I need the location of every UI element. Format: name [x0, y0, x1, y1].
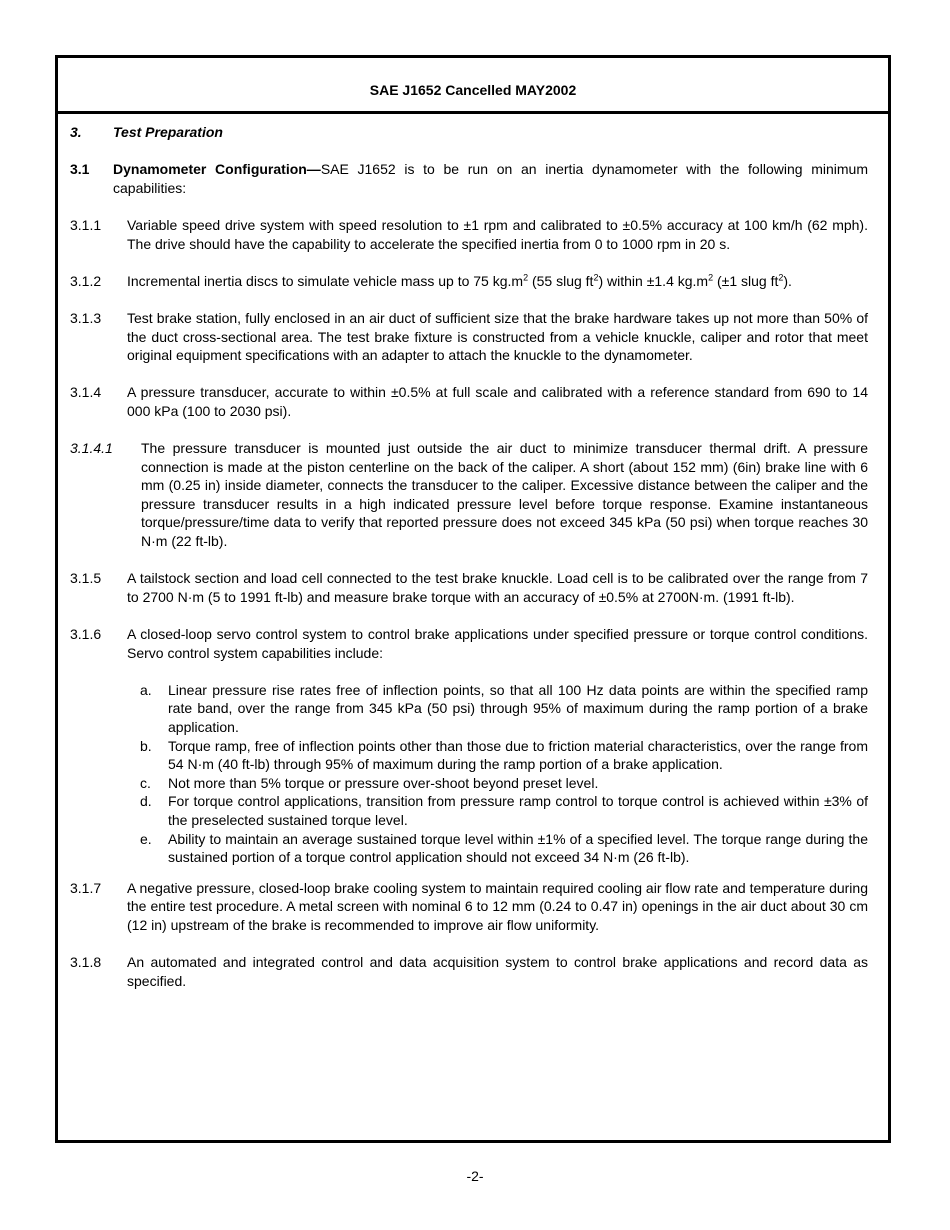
section-3-1-8-text: An automated and integrated control and data acquisition system to control brake applications and record data as specified.: [127, 954, 868, 989]
section-3-1-6: [70, 625, 868, 662]
page-frame: [55, 55, 891, 1143]
superscript: 2: [523, 272, 529, 283]
list-item-label: c.: [140, 774, 151, 791]
section-3-1-text: SAE J1652 is to be run on an inertia dynamometer with the following minimum capabilities:: [113, 161, 868, 196]
section-3-1-8: [70, 953, 868, 990]
list-item-text: Ability to maintain an average sustained torque level within ±1% of a specified level. The torque range during the sustained portion of a torque control application should not exceed 34 N·m (26 ft-lb).: [168, 830, 868, 866]
header-bar: [58, 58, 888, 114]
text-run: (55 slug ft: [528, 272, 594, 289]
text-run: Incremental inertia discs to simulate vehicle mass up to 75 kg.m: [127, 272, 524, 289]
section-3-1-6-number: 3.1.6: [70, 626, 102, 643]
section-3-1-5-text: A tailstock section and load cell connected to the test brake knuckle. Load cell is to be calibrated over the range from 7 to 2700 N·m (5 to 1991 ft-lb) and measure brake torque with an accuracy of ±0.5% at 2700N·m. (1991 ft-lb).: [127, 570, 868, 605]
section-3-1-3: [70, 309, 868, 365]
section-3-1-4-text: A pressure transducer, accurate to within ±0.5% at full scale and calibrated with a reference standard from 690 to 14 000 kPa (100 to 2030 psi).: [127, 384, 868, 419]
superscript: 2: [708, 272, 714, 283]
list-item: [140, 830, 868, 867]
list-item: [140, 774, 868, 793]
section-3-1-number: 3.1: [70, 161, 90, 178]
section-3-1-5: [70, 569, 868, 606]
section-3-1-6-text: A closed-loop servo control system to control brake applications under specified pressure or torque control conditions. Servo control system capabilities include:: [127, 626, 868, 661]
section-3-1-4: [70, 383, 868, 420]
list-item-text: For torque control applications, transition from pressure ramp control to torque control is achieved within ±3% of the preselected sustained torque level.: [168, 793, 868, 828]
section-3-1: [70, 160, 868, 197]
section-3-1-3-text: Test brake station, fully enclosed in an air duct of sufficient size that the brake hardware takes up not more than 50% of the duct cross-sectional area. The test brake fixture is constructed from a vehicle knuckle, caliper and rotor that meet original equipment specifications with an adapter to attach the knuckle to the dynamometer.: [127, 309, 868, 364]
list-item-label: a.: [140, 681, 152, 698]
document-content: [70, 123, 868, 1009]
section-title: Test Preparation: [113, 124, 223, 140]
list-item: [140, 737, 868, 774]
text-run: (±1 slug ft: [713, 272, 779, 289]
section-3-1-1: [70, 216, 868, 253]
section-number: 3.: [70, 124, 82, 140]
list-item-label: e.: [140, 830, 152, 847]
document-title: SAE J1652 Cancelled MAY2002: [369, 81, 577, 98]
list-item-label: b.: [140, 737, 152, 754]
list-item: [140, 792, 868, 829]
list-item-text: Linear pressure rise rates free of inflection points, so that all 100 Hz data points are within the specified ramp rate band, over the range from 345 kPa (50 psi) through 95% of maximum during the ramp portion of a brake application.: [168, 681, 868, 735]
superscript: 2: [593, 272, 599, 283]
page-number: -2-: [466, 1168, 484, 1184]
section-3-1-3-number: 3.1.3: [70, 309, 102, 326]
section-3-1-heading: Dynamometer Configuration—: [113, 161, 321, 178]
text-run: ) within ±1.4 kg.m: [598, 272, 709, 289]
section-3-1-1-text: Variable speed drive system with speed resolution to ±1 rpm and calibrated to ±0.5% accuracy at 100 km/h (62 mph). The drive should have the capability to accelerate the specified inertia from 0 to 1000 rpm in 20 s.: [127, 216, 868, 252]
list-item: [140, 681, 868, 737]
list-item-text: Not more than 5% torque or pressure over-shoot beyond preset level.: [168, 774, 599, 791]
list-item-label: d.: [140, 793, 152, 810]
section-3-1-2-text: [127, 272, 868, 291]
section-3-1-2: [70, 272, 868, 291]
section-3-1-1-number: 3.1.1: [70, 216, 102, 233]
superscript: 2: [778, 272, 784, 283]
section-3-1-body: [113, 160, 868, 197]
section-3-heading: [70, 123, 868, 142]
section-3-1-7-number: 3.1.7: [70, 879, 102, 896]
text-run: ).: [783, 272, 792, 289]
section-3-1-7-text: A negative pressure, closed-loop brake cooling system to maintain required cooling air flow rate and temperature during the entire test procedure. A metal screen with nominal 6 to 12 mm (0.24 to 0.47 in) openings in the air duct about 30 cm (12 in) upstream of the brake is recommended to improve air flow uniformity.: [127, 879, 868, 933]
list-item-text: Torque ramp, free of inflection points other than those due to friction material characteristics, over the range from 54 N·m (40 ft-lb) through 95% of maximum during the ramp portion of a brake application.: [168, 737, 868, 773]
section-3-1-7: [70, 879, 868, 935]
section-3-1-2-number: 3.1.2: [70, 272, 102, 289]
section-3-1-4-number: 3.1.4: [70, 384, 102, 401]
capabilities-list: [140, 681, 868, 867]
section-3-1-5-number: 3.1.5: [70, 570, 102, 587]
section-3-1-4-1: [70, 439, 868, 551]
section-3-1-4-1-number: 3.1.4.1: [70, 440, 113, 457]
section-3-1-4-1-text: The pressure transducer is mounted just outside the air duct to minimize transducer thermal drift. A pressure connection is made at the piston centerline on the back of the caliper. A short (about 152 mm) (6in) brake line with 6 mm (0.25 in) inside diameter, connects the transducer to the caliper. Excessive distance between the caliper and the pressure transducer results in a high indicated pressure level before torque response. Examine instantaneous torque/pressure/time data to verify that reported pressure does not exceed 345 kPa (50 psi) when torque reaches 30 N·m (22 ft-lb).: [141, 440, 868, 550]
section-3-1-8-number: 3.1.8: [70, 954, 102, 971]
